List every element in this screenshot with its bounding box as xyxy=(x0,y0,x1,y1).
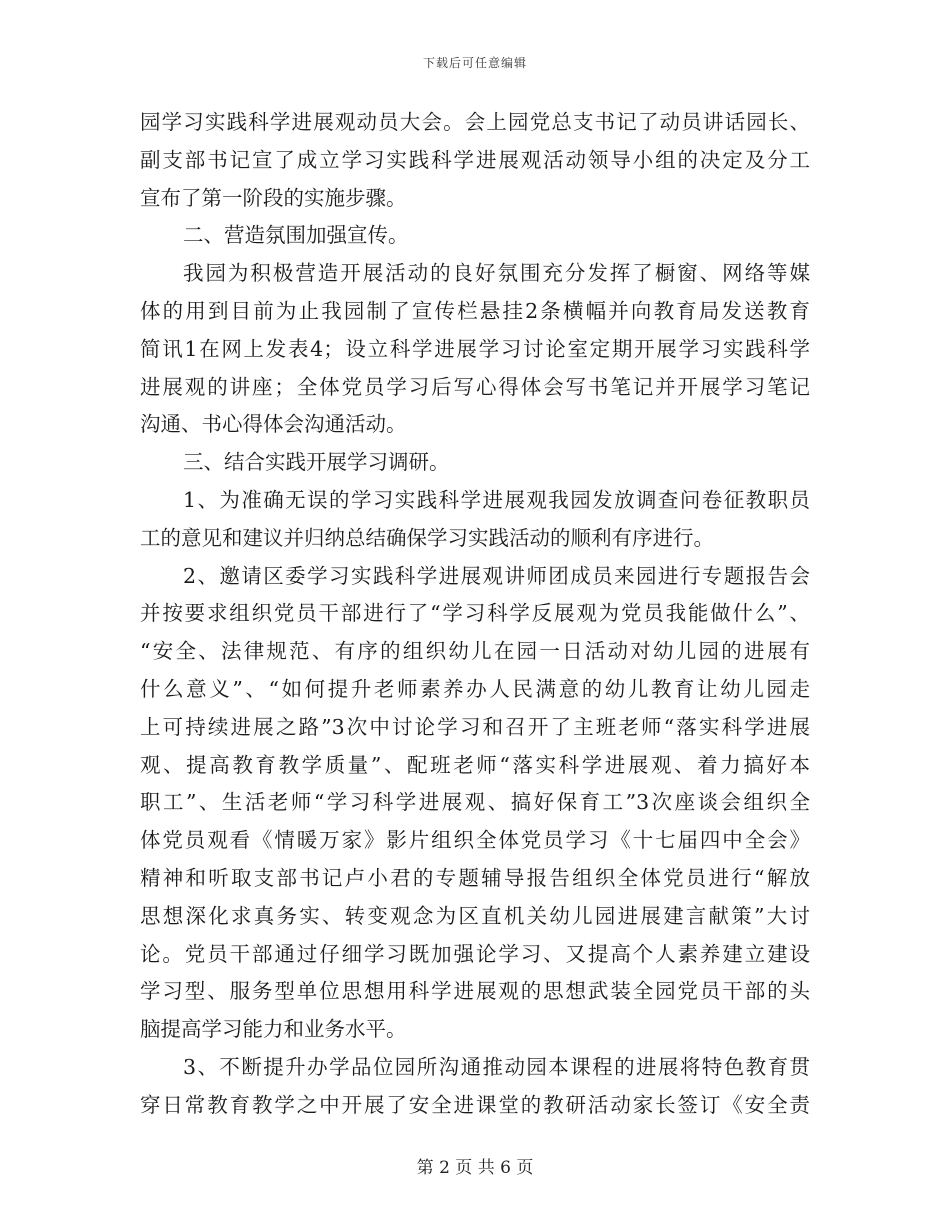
text-line: 1、为准确无误的学习实践科学进展观我园发放调查问卷征教职员 xyxy=(183,487,810,512)
text-line: 沟通、书心得体会沟通活动。 xyxy=(140,412,407,437)
text-line: 副支部书记宣了成立学习实践科学进展观活动领导小组的决定及分工 xyxy=(140,147,810,172)
page-header: 下载后可任意编辑 xyxy=(422,56,527,70)
text-line: 思想深化求真务实、转变观念为区直机关幼儿园进展建言献策”大讨 xyxy=(140,903,810,928)
text-line: 论。党员干部通过仔细学习既加强论学习、又提高个人素养建立建设 xyxy=(140,941,810,966)
text-line: 二、营造氛围加强宣传。 xyxy=(183,223,409,248)
text-line: 精神和听取支部书记卢小君的专题辅导报告组织全体党员进行“解放 xyxy=(140,865,810,890)
text-line: 体的用到目前为止我园制了宣传栏悬挂2条横幅并向教育局发送教育 xyxy=(140,298,810,323)
text-line: 体党员观看《情暖万家》影片组织全体党员学习《十七届四中全会》 xyxy=(140,828,810,853)
page-number: 第 2 页 共 6 页 xyxy=(416,1158,534,1178)
text-line: 脑提高学习能力和业务水平。 xyxy=(140,1017,407,1042)
text-line: 工的意见和建议并归纳总结确保学习实践活动的顺利有序进行。 xyxy=(140,525,714,550)
text-line: 2、邀请区委学习实践科学进展观讲师团成员来园进行专题报告会 xyxy=(183,563,810,588)
text-line: 上可持续进展之路”3次中讨论学习和召开了主班老师“落实科学进展 xyxy=(140,714,810,739)
text-line: 三、结合实践开展学习调研。 xyxy=(183,450,450,475)
text-line: 穿日常教育教学之中开展了安全进课堂的教研活动家长签订《安全责 xyxy=(140,1092,810,1117)
text-line: 并按要求组织党员干部进行了“学习科学反展观为党员我能做什么”、 xyxy=(140,601,810,626)
text-line: 学习型、服务型单位思想用科学进展观的思想武装全园党员干部的头 xyxy=(140,979,810,1004)
text-line: 什么意义”、“如何提升老师素养办人民满意的幼儿教育让幼儿园走 xyxy=(140,676,810,701)
text-line: 园学习实践科学进展观动员大会。会上园党总支书记了动员讲话园长、 xyxy=(140,110,810,134)
text-line: “安全、法律规范、有序的组织幼儿在园一日活动对幼儿园的进展有 xyxy=(140,639,810,664)
text-line: 我园为积极营造开展活动的良好氛围充分发挥了橱窗、网络等媒 xyxy=(183,261,810,286)
text-line: 职工”、生活老师“学习科学进展观、搞好保育工”3次座谈会组织全 xyxy=(140,790,810,815)
text-line: 观、提高教育教学质量”、配班老师“落实科学进展观、着力搞好本 xyxy=(140,752,810,777)
text-line: 进展观的讲座；全体党员学习后写心得体会写书笔记并开展学习笔记 xyxy=(140,374,810,399)
text-line: 简讯1在网上发表4；设立科学进展学习讨论室定期开展学习实践科学 xyxy=(140,336,810,361)
document-body xyxy=(140,104,810,1125)
text-line: 3、不断提升办学品位园所沟通推动园本课程的进展将特色教育贯 xyxy=(183,1054,810,1079)
text-line: 宣布了第一阶段的实施步骤。 xyxy=(140,185,407,210)
